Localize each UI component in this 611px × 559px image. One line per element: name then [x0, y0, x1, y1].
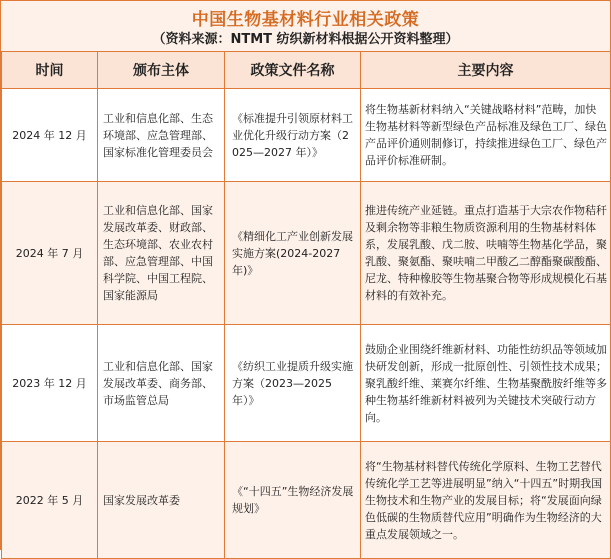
column-header-content: 主要内容	[361, 52, 611, 89]
table-row	[2, 89, 611, 182]
column-header-time: 时间	[2, 52, 98, 89]
cell-content: 将生物基新材料纳入“关键战略材料”范畴，加快生物基材料等新型绿色产品标准及绿色工厂、绿色产品评价通则制修订，持续推进绿色工厂、绿色产品评价标准研制。	[361, 89, 611, 182]
title-block	[1, 1, 610, 51]
table-row	[2, 442, 611, 559]
policy-table	[1, 51, 611, 559]
table-row	[2, 325, 611, 442]
column-header-body: 颁布主体	[98, 52, 225, 89]
cell-document: 《精细化工产业创新发展实施方案(2024-2027 年)》	[225, 182, 361, 325]
cell-body: 工业和信息化部、生态环境部、应急管理部、国家标准化管理委员会	[98, 89, 225, 182]
cell-content: 推进传统产业延链。重点打造基于大宗农作物秸秆及剩余物等非粮生物质资源利用的生物基材料体系，发展乳酸、戊二胺、呋喃等生物基化学品，聚乳酸、聚氨酯、聚呋喃二甲酸乙二醇酯聚碳酸酯、尼龙、特种橡胶等生物基聚合物等形成规模化石基材料的有效补充。	[361, 182, 611, 325]
table-row	[2, 182, 611, 325]
cell-document: 《标准提升引领原材料工业优化升级行动方案（2025—2027 年）》	[225, 89, 361, 182]
cell-content: 鼓励企业围绕纤维新材料、功能性纺织品等领域加快研发创新，形成一批原创性、引领性技术成果；聚乳酸纤维、莱赛尔纤维、生物基聚酰胺纤维等多种生物基纤维新材料被列为关键技术突破行动方向。	[361, 325, 611, 442]
cell-body: 国家发展改革委	[98, 442, 225, 559]
column-header-document: 政策文件名称	[225, 52, 361, 89]
page-title: 中国生物基材料行业相关政策	[191, 10, 420, 30]
cell-time: 2024 年 7 月	[2, 182, 98, 325]
cell-time: 2023 年 12 月	[2, 325, 98, 442]
cell-body: 工业和信息化部、国家发展改革委、财政部、生态环境部、农业农村部、应急管理部、中国科学院、中国工程院、国家能源局	[98, 182, 225, 325]
table-header-row	[2, 52, 611, 89]
cell-document: 《纺织工业提质升级实施方案（2023—2025 年）》	[225, 325, 361, 442]
source-note: （资料来源：NTMT 纺织新材料根据公开资料整理）	[152, 32, 459, 47]
cell-time: 2024 年 12 月	[2, 89, 98, 182]
cell-time: 2022 年 5 月	[2, 442, 98, 559]
cell-document: 《“十四五”生物经济发展规划》	[225, 442, 361, 559]
cell-body: 工业和信息化部、国家发展改革委、商务部、市场监管总局	[98, 325, 225, 442]
cell-content: 将“生物基材料替代传统化学原料、生物工艺替代传统化学工艺等进展明显”纳入“十四五”时期我国生物技术和生物产业的发展目标；将“发展面向绿色低碳的生物质替代应用”明确作为生物经济的大重点发展领域之一。	[361, 442, 611, 559]
